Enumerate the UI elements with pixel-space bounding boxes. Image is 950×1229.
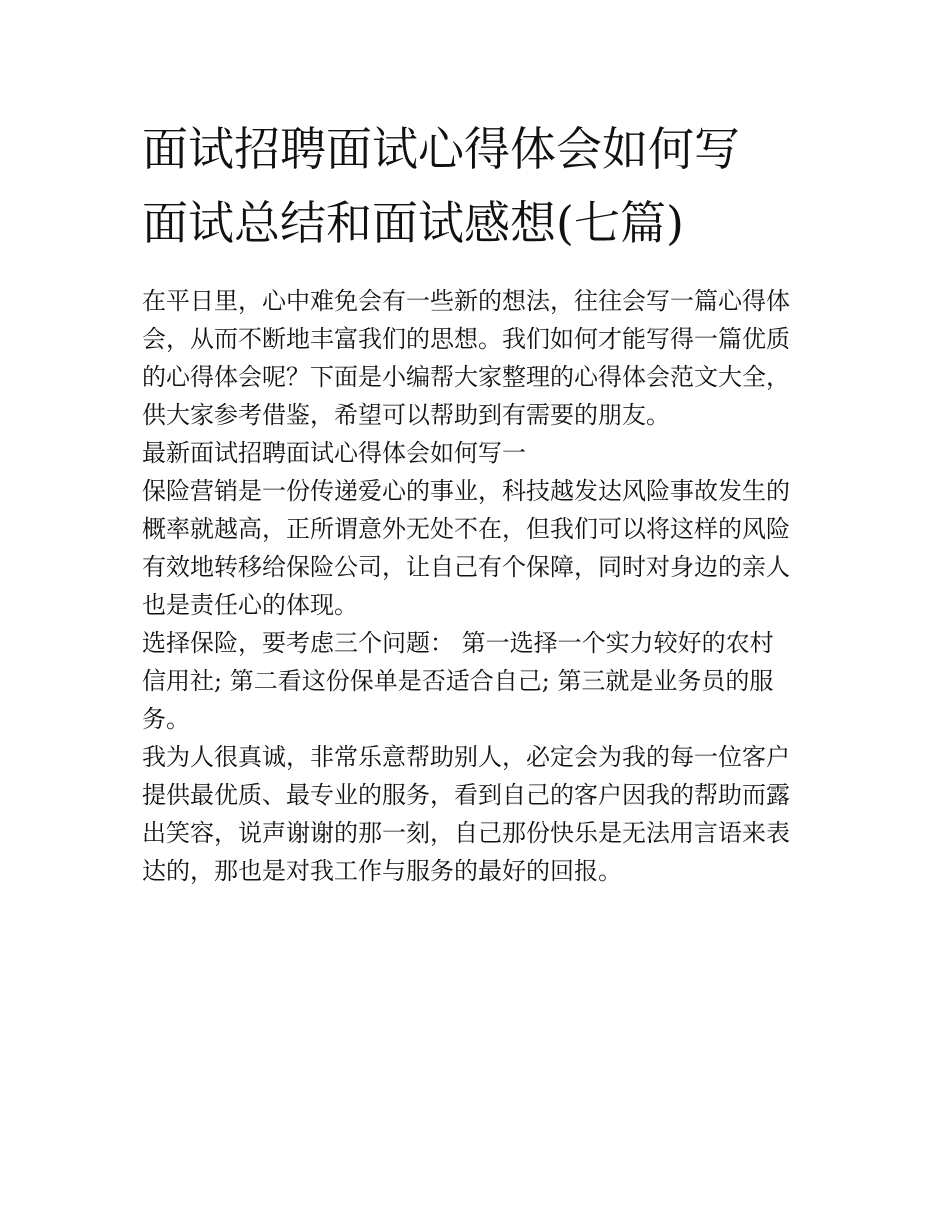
text-line: 信用社; 第二看这份保单是否适合自己; 第三就是业务员的服 [142, 667, 774, 695]
text-line: 供大家参考借鉴，希望可以帮助到有需要的朋友。 [142, 401, 670, 429]
text-line: 的心得体会呢？下面是小编帮大家整理的心得体会范文大全， [142, 363, 790, 391]
text-line: 概率就越高，正所谓意外无处不在，但我们可以将这样的风险 [142, 515, 790, 543]
intro-paragraph [142, 282, 822, 434]
text-line: 也是责任心的体现。 [142, 591, 358, 619]
body-paragraph [142, 738, 822, 890]
text-line: 在平日里，心中难免会有一些新的想法，往往会写一篇心得体 [142, 287, 790, 315]
text-line: 最新面试招聘面试心得体会如何写一 [142, 439, 526, 467]
body-paragraph [142, 624, 822, 738]
text-line: 务。 [142, 705, 190, 733]
text-line: 提供最优质、最专业的服务，看到自己的客户因我的帮助而露 [142, 781, 790, 809]
text-line: 选择保险，要考虑三个问题： 第一选择一个实力较好的农村 [142, 629, 774, 657]
text-line: 有效地转移给保险公司，让自己有个保障，同时对身边的亲人 [142, 553, 790, 581]
text-line: 达的，那也是对我工作与服务的最好的回报。 [142, 857, 622, 885]
text-line: 出笑容，说声谢谢的那一刻，自己那份快乐是无法用言语来表 [142, 819, 790, 847]
section-heading [142, 434, 822, 472]
document-title [142, 112, 842, 260]
title-line: 面试总结和面试感想(七篇) [142, 196, 684, 250]
text-line: 会，从而不断地丰富我们的思想。我们如何才能写得一篇优质 [142, 325, 790, 353]
text-line: 我为人很真诚，非常乐意帮助别人，必定会为我的每一位客户 [142, 743, 790, 771]
title-line: 面试招聘面试心得体会如何写 [142, 122, 740, 176]
body-paragraph [142, 472, 822, 624]
document-body [142, 282, 822, 890]
text-line: 保险营销是一份传递爱心的事业，科技越发达风险事故发生的 [142, 477, 790, 505]
